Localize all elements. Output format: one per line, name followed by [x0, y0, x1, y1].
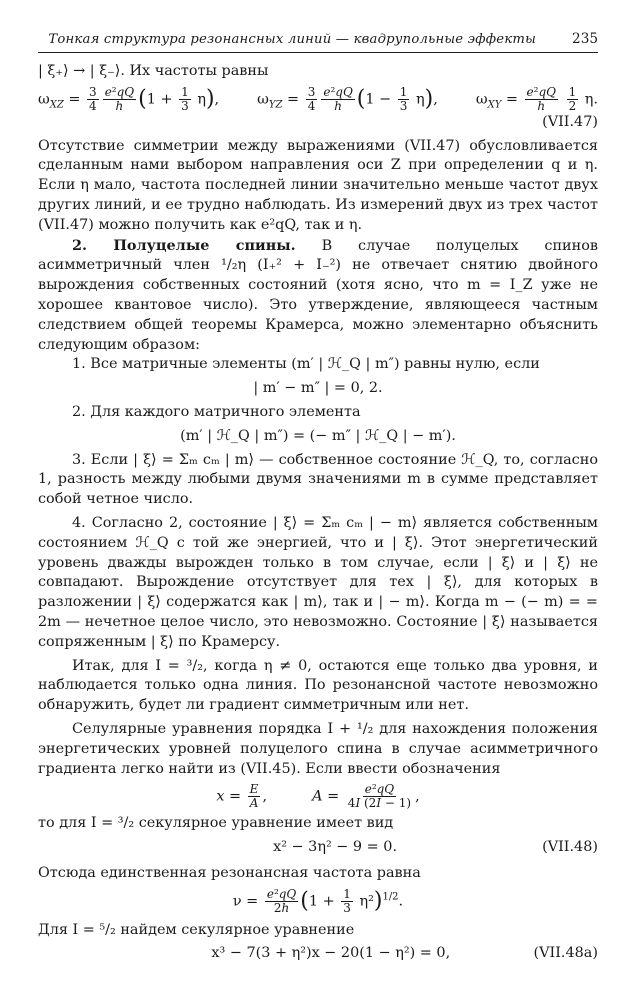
list-item-4: 4. Согласно 2, состояние | ξ̄⟩ = Σₘ cₘ | − m⟩ является собственным состоянием ℋ_Q с той же энергией, что и | ξ⟩. Этот энергетический уровень дважды вырожден только в том случае, если | ξ⟩ и | ξ̄⟩ не совпадают. Вырождение отсутствует для тех | ξ⟩, для которых в разложении | ξ⟩ содержатся как | m⟩, так и | − m⟩. Когда m − (− m) = = 2m — нечетное целое число, это невозможно. Состояние | ξ̄⟩ называется сопряженным | ξ⟩ по Крамерсу.: [38, 514, 598, 650]
equation-item-2: (m′ | ℋ_Q | m″) = (− m″ | ℋ_Q | − m′).: [180, 427, 456, 444]
paragraph-single-frequency: Отсюда единственная резонансная частота равна: [38, 864, 421, 881]
section-heading: 2. Полуцелые спины.: [72, 236, 296, 254]
book-page: [38, 0, 598, 1000]
text-line-transition: | ξ₊⟩ → | ξ₋⟩. Их частоты равны: [38, 63, 269, 79]
page-body: [38, 62, 598, 968]
equation-definitions: x = $\frac{E}{A}$ , A = $\frac{\text{e²qQ}}{4I (2I - 1)}$ ,: [216, 782, 420, 811]
paragraph-secular-equations: Селулярные уравнения порядка I + ¹/₂ для нахождения положения энергетических уровней полуцелого спина в случае асимметричного градиента легко найти из (VII.45). Если ввести обозначения: [38, 720, 598, 777]
paragraph-i-three-halves: то для I = ³/₂ секулярное уравнение имеет вид: [38, 815, 394, 832]
equation-vii-48a-body: x³ − 7(3 + η²)x − 20(1 − η²) = 0,: [211, 945, 451, 962]
header-rule: [38, 52, 598, 53]
paragraph-i-five-halves: Для I = ⁵/₂ найдем секулярное уравнение: [38, 921, 355, 938]
paragraph-symmetry: Отсутствие симметрии между выражениями (VII.47) обусловливается сделанным нами выбором направления оси Z при определении q и η. Если η мало, частота последней линии значительно меньше частот двух других линий, и ее трудно наблюдать. Из измерений двух из трех частот (VII.47) можно получить как e²qQ, так и η.: [38, 137, 598, 233]
equation-item-1: | m′ − m″ | = 0, 2.: [253, 380, 383, 397]
list-item-2: 2. Для каждого матричного элемента: [72, 403, 361, 420]
equation-vii-48a: [38, 944, 598, 964]
equation-number-vii-48a: (VII.48a): [533, 945, 598, 962]
equation-frequency: ν = $\frac{\text{e²qQ}}{2h}$ (1 + $\frac{1}{3}$ η²)$^{1/2}$.: [232, 886, 404, 915]
page-number: 235: [572, 31, 598, 47]
equation-vii-47: $\omega_{XZ}$ = $\frac{3}{4}$ $\frac{\text{e²qQ}}{h}$ (1 + $\frac{1}{3}$ η), $\omega_{YZ}$ = $\frac{3}{4}$ $\frac{\text{e²qQ}}{h}$ (1 − $\frac{1}{3}$ η), $\omega_{XY}$ = $\frac{\text{e²qQ}}{h}$ $\frac{1}{2}$ η.: [38, 84, 598, 113]
paragraph-half-integer-spins: [38, 236, 598, 356]
equation-number-vii-48: (VII.48): [542, 839, 598, 856]
running-header: [38, 30, 598, 50]
equation-number-vii-47: (VII.47): [542, 113, 598, 130]
header-title: Тонкая структура резонансных линий — квадрупольные эффекты: [48, 32, 537, 47]
paragraph-half-integer-text: В случае полуцелых спинов асимметричный член ¹/₂η (I₊² + I₋²) не отвечает снятию двойного вырождения собственных состояний (хотя ясно, что m = I_Z уже не хорошее квантовое число). Это утверждение, являющееся частным следствием общей теоремы Крамерса, можно элементарно объяснить следующим образом:: [38, 237, 599, 353]
list-item-3: 3. Если | ξ⟩ = Σₘ cₘ | m⟩ — собственное состояние ℋ_Q, то, согласно 1, разность между любыми двумя значениями m в сумме представляет собой четное число.: [38, 451, 598, 508]
equation-vii-48-body: x² − 3η² − 9 = 0.: [273, 839, 398, 856]
equation-vii-48: [38, 838, 598, 858]
list-item-1: 1. Все матричные элементы (m′ | ℋ_Q | m″) равны нулю, если: [72, 356, 540, 373]
paragraph-conclusion: Итак, для I = ³/₂, когда η ≠ 0, остаются еще только два уровня, и наблюдается только одна линия. По резонансной частоте невозможно обнаружить, будет ли градиент симметричным или нет.: [38, 657, 598, 714]
